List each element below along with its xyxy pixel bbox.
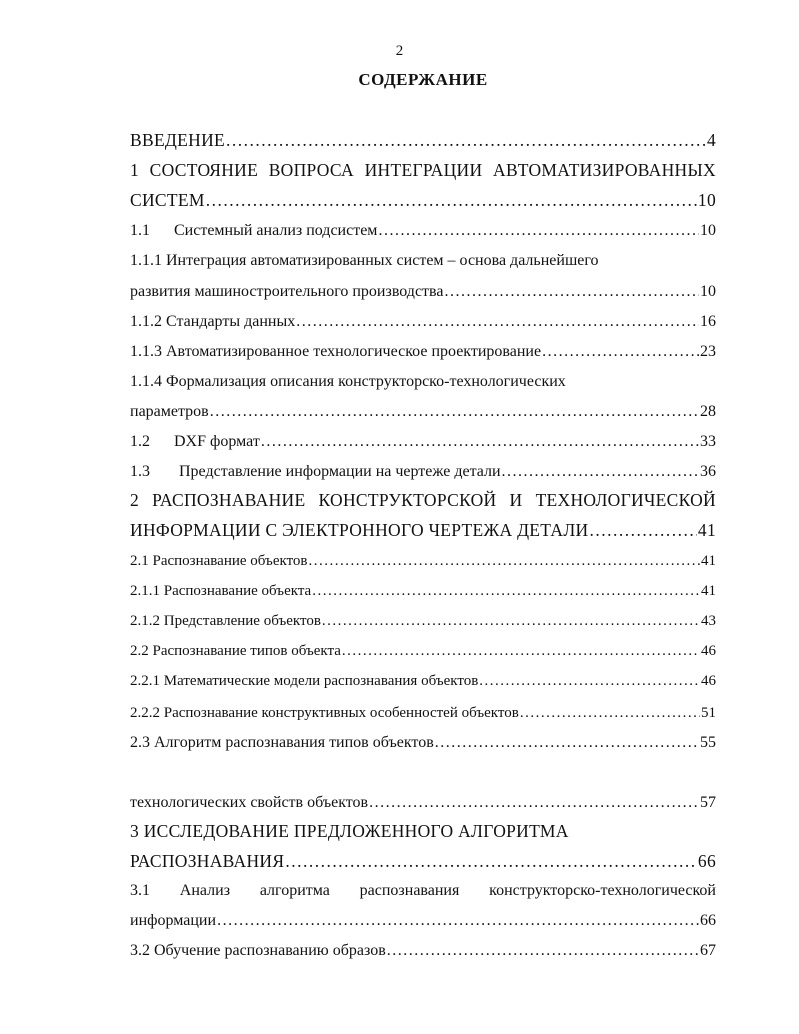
page-title: СОДЕРЖАНИЕ bbox=[358, 70, 488, 89]
toc-entry-text: 1.1.1 Интеграция автоматизированных систем – основа дальнейшего bbox=[130, 252, 599, 269]
dot-leader bbox=[296, 312, 699, 332]
toc-entry-page: 36 bbox=[700, 463, 716, 480]
dot-leader bbox=[479, 671, 700, 691]
toc-entry-text: 3.1 Анализ алгоритма распознавания конструкторско-технологической bbox=[130, 882, 716, 899]
toc-entry-page: 41 bbox=[701, 583, 716, 599]
toc-entry-page: 10 bbox=[700, 222, 716, 239]
toc-entry-2-1 bbox=[130, 551, 716, 571]
toc-entry-1-1-1-line-2 bbox=[130, 282, 716, 302]
toc-entry-2-1-1 bbox=[130, 581, 716, 601]
toc-entry-text: 3.2 Обучение распознаванию образов bbox=[130, 942, 386, 959]
dot-leader bbox=[312, 581, 700, 601]
dot-leader bbox=[322, 611, 700, 631]
toc-entry-3-2 bbox=[130, 941, 716, 961]
toc-entry-text: 1.1.4 Формализация описания конструкторско-технологических bbox=[130, 373, 566, 390]
dot-leader bbox=[444, 282, 699, 302]
toc-entry-number: 1.1 bbox=[130, 222, 150, 239]
toc-entry-text: информации bbox=[130, 912, 217, 929]
dot-leader bbox=[542, 342, 699, 362]
toc-entry-text: 1.1.2 Стандарты данных bbox=[130, 313, 296, 330]
toc-entry-text: 2.1.2 Представление объектов bbox=[130, 613, 321, 629]
toc-entry-2-3 bbox=[130, 733, 716, 753]
toc-entry-1-3 bbox=[130, 462, 716, 482]
toc-entry-text: РАСПОЗНАВАНИЯ bbox=[130, 851, 285, 871]
toc-entry-page: 43 bbox=[701, 613, 716, 629]
dot-leader bbox=[210, 402, 699, 422]
dot-leader bbox=[217, 911, 699, 931]
toc-entry-text: 2.3 Алгоритм распознавания типов объектов bbox=[130, 734, 434, 751]
toc-entry-text: 1.1.3 Автоматизированное технологическое проектирование bbox=[130, 343, 542, 360]
dot-leader bbox=[435, 733, 699, 753]
toc-entry-text: ВВЕДЕНИЕ bbox=[130, 130, 226, 150]
toc-entry-chapter-2-line-2 bbox=[130, 520, 716, 540]
dot-leader bbox=[342, 641, 700, 661]
toc-entry-2-2 bbox=[130, 641, 716, 661]
page-number: 2 bbox=[395, 43, 404, 59]
toc-entry-page: 66 bbox=[700, 912, 716, 929]
toc-entry-text: Представление информации на чертеже детали bbox=[179, 463, 501, 480]
toc-entry-page: 46 bbox=[701, 673, 716, 689]
toc-entry-1-1 bbox=[130, 221, 716, 241]
toc-entry-text: 1 СОСТОЯНИЕ ВОПРОСА ИНТЕГРАЦИИ АВТОМАТИЗИРОВАННЫХ bbox=[130, 160, 716, 180]
toc-entry-text: ИНФОРМАЦИИ С ЭЛЕКТРОННОГО ЧЕРТЕЖА ДЕТАЛИ bbox=[130, 520, 589, 540]
toc-entry-page: 57 bbox=[700, 794, 716, 811]
toc-entry-2-1-2 bbox=[130, 611, 716, 631]
dot-leader bbox=[206, 190, 697, 210]
toc-entry-number: 1.3 bbox=[130, 463, 150, 480]
toc-entry-1-2 bbox=[130, 432, 716, 452]
toc-entry-3-1-line-1 bbox=[130, 881, 716, 901]
toc-entry-chapter-3-line-1 bbox=[130, 821, 716, 841]
toc-entry-number: 1.2 bbox=[130, 433, 150, 450]
toc-entry-text: 2.1 Распознавание объектов bbox=[130, 553, 308, 569]
toc-entry-text: 2 РАСПОЗНАВАНИЕ КОНСТРУКТОРСКОЙ И ТЕХНОЛОГИЧЕСКОЙ bbox=[130, 490, 716, 510]
toc-entry-chapter-3-line-2 bbox=[130, 851, 716, 871]
toc-entry-page: 55 bbox=[700, 734, 716, 751]
toc-entry-page: 23 bbox=[700, 343, 716, 360]
toc-entry-chapter-1-line-2 bbox=[130, 190, 716, 210]
toc-entry-text: технологических свойств объектов bbox=[130, 794, 369, 811]
dot-leader bbox=[309, 551, 700, 571]
toc-entry-text: 2.2.2 Распознавание конструктивных особенностей объектов bbox=[130, 705, 519, 721]
toc-entry-text: 2.2 Распознавание типов объекта bbox=[130, 643, 341, 659]
toc-entry-1-1-4-line-2 bbox=[130, 402, 716, 422]
toc-entry-page: 41 bbox=[697, 520, 716, 540]
toc-entry-chapter-2-line-1 bbox=[130, 490, 716, 510]
toc-entry-page: 66 bbox=[697, 851, 716, 871]
toc-entry-page: 28 bbox=[700, 403, 716, 420]
toc-entry-page: 33 bbox=[700, 433, 716, 450]
toc-entry-1-1-1-line-1 bbox=[130, 251, 716, 271]
dot-leader bbox=[226, 130, 706, 150]
toc-entry-1-1-3 bbox=[130, 342, 716, 362]
toc-entry-text: DXF формат bbox=[174, 433, 260, 450]
dot-leader bbox=[261, 432, 699, 452]
toc-entry-page: 10 bbox=[697, 190, 716, 210]
dot-leader bbox=[502, 462, 699, 482]
toc-entry-page: 67 bbox=[700, 942, 716, 959]
toc-entry-1-1-2 bbox=[130, 312, 716, 332]
toc-entry-2-4-line-2 bbox=[130, 793, 716, 813]
toc-entry-page: 4 bbox=[706, 130, 716, 150]
toc-entry-3-1-line-2 bbox=[130, 911, 716, 931]
toc-entry-page: 51 bbox=[701, 705, 716, 721]
toc-entry-page: 46 bbox=[701, 643, 716, 659]
toc-entry-text: 2.2.1 Математические модели распознавания объектов bbox=[130, 673, 479, 689]
toc-entry-text: 2.1.1 Распознавание объекта bbox=[130, 583, 312, 599]
dot-leader bbox=[520, 703, 700, 723]
toc-entry-text: развития машиностроительного производства bbox=[130, 283, 444, 300]
toc-entry-2-2-1 bbox=[130, 671, 716, 691]
toc-entry-text: 3 ИССЛЕДОВАНИЕ ПРЕДЛОЖЕННОГО АЛГОРИТМА bbox=[130, 821, 569, 841]
dot-leader bbox=[285, 851, 697, 871]
toc-entry-chapter-1-line-1 bbox=[130, 160, 716, 180]
toc-entry-introduction bbox=[130, 130, 716, 150]
toc-entry-page: 16 bbox=[700, 313, 716, 330]
toc-entry-text: параметров bbox=[130, 403, 209, 420]
toc-entry-1-1-4-line-1 bbox=[130, 372, 716, 392]
toc-entry-text: СИСТЕМ bbox=[130, 190, 205, 210]
toc-entry-page: 10 bbox=[700, 283, 716, 300]
toc-entry-2-2-2 bbox=[130, 703, 716, 723]
toc-entry-page: 41 bbox=[701, 553, 716, 569]
dot-leader bbox=[387, 941, 699, 961]
dot-leader bbox=[378, 221, 699, 241]
toc-entry-text: Системный анализ подсистем bbox=[174, 222, 378, 239]
dot-leader bbox=[589, 520, 696, 540]
dot-leader bbox=[369, 793, 699, 813]
toc-entry-2-4-line-1 bbox=[130, 763, 716, 783]
